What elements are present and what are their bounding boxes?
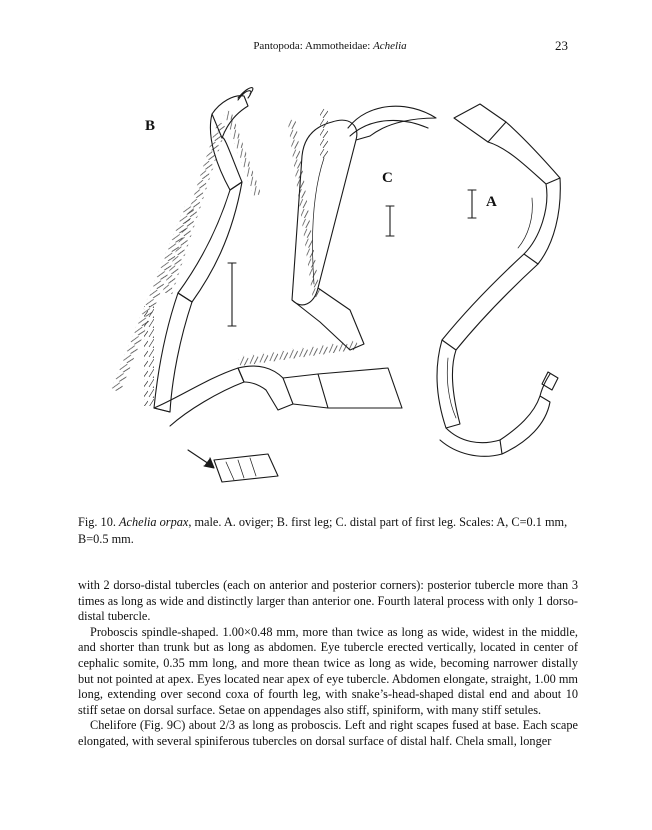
caption-rest: , male. A. oviger; B. first leg; C. distal part of first leg. Scales: A, C=0.1 mm, B=0.5 mm. bbox=[78, 515, 568, 546]
body-paragraph: Proboscis spindle-shaped. 1.00×0.48 mm, more than twice as long as wide, widest in the middle, and shorter than trunk but as long as abdomen. Eye tubercle erected vertically, located in center of cephalic somite, 0.35 mm long, and more thean twice as long as wide, becoming narrower distally but not pointed at apex. Eyes located near apex of eye tubercle. Abdomen elongate, straight, 1.00 mm long, extending over second coxa of fourth leg, with snake’s-head-shaped distal end and about 10 stiff setae on dorsal surface. Setae on appendages also stiff, spiniform, with many stiff setules. bbox=[78, 624, 578, 717]
figure-caption bbox=[78, 514, 578, 548]
panel-label-b: B bbox=[145, 118, 156, 134]
figure-drawing bbox=[88, 78, 564, 498]
caption-species: Achelia orpax bbox=[119, 515, 189, 529]
panel-label-a: A bbox=[486, 194, 497, 210]
running-title-genus: Achelia bbox=[373, 40, 407, 52]
body-paragraph: Chelifore (Fig. 9C) about 2/3 as long as proboscis. Left and right scapes fused at base. Each scape elongated, with several spiniferous tubercles on dorsal surface of distal half. Chela small, longer bbox=[78, 718, 578, 748]
body-paragraph: with 2 dorso-distal tubercles (each on anterior and posterior corners): posterior tubercle more than 3 times as long as wide and distinctly larger than anterior one. Fourth lateral process with only 1 dorso-distal tubercle. bbox=[78, 578, 578, 624]
page-number: 23 bbox=[555, 38, 568, 53]
panel-c-distal-leg bbox=[288, 106, 436, 350]
running-title bbox=[210, 40, 450, 52]
panel-label-c: C bbox=[382, 170, 393, 186]
running-title-text: Pantopoda: Ammotheidae: bbox=[253, 40, 374, 52]
caption-prefix: Fig. 10. bbox=[78, 515, 119, 529]
panel-a-oviger bbox=[437, 104, 560, 456]
figure-10 bbox=[88, 78, 564, 498]
body-text bbox=[78, 578, 578, 750]
running-head bbox=[0, 40, 652, 58]
panel-b-first-leg bbox=[111, 88, 402, 482]
